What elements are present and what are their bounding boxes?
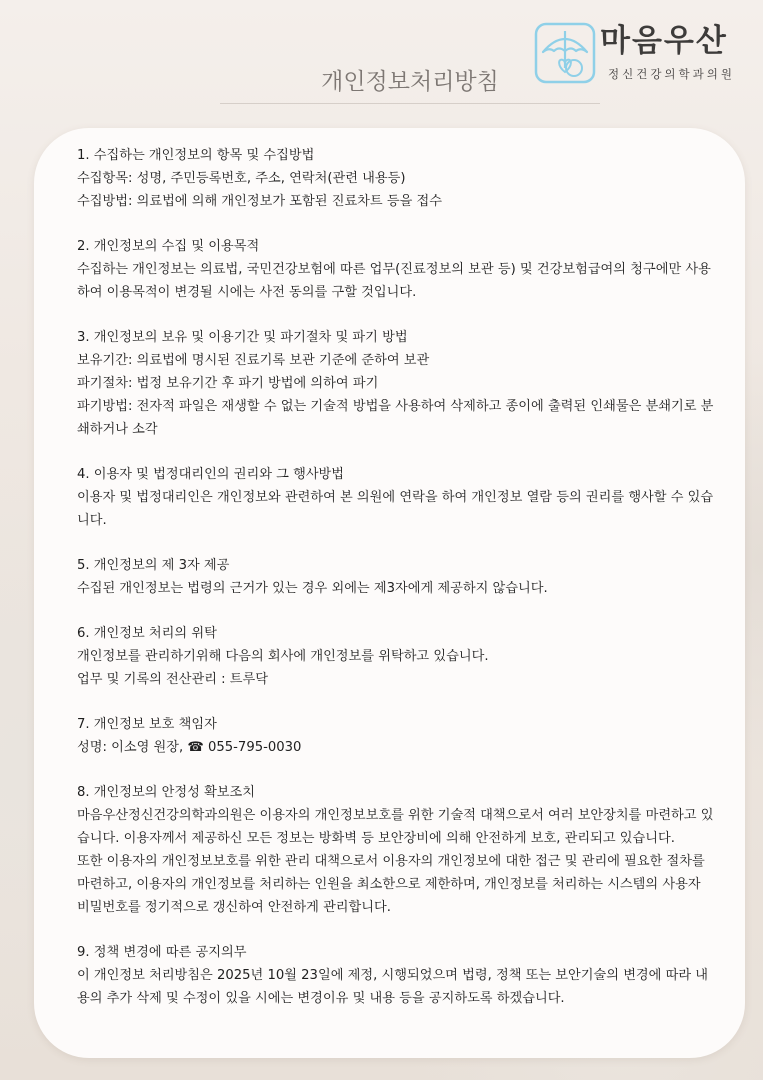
section-text: 이 개인정보 처리방침은 2025년 10월 23일에 제정, 시행되었으며 법령, 정책 또는 보안기술의 변경에 따라 내용의 추가 삭제 및 수정이 있을 시에는 변경이유 및 내용 등을 공지하도록 하겠습니다. bbox=[77, 968, 709, 1006]
section-text: 파기방법: 전자적 파일은 재생할 수 없는 기술적 방법을 사용하여 삭제하고 종이에 출력된 인쇄물은 분쇄기로 분쇄하거나 소각 bbox=[77, 399, 714, 437]
policy-section bbox=[77, 781, 717, 919]
policy-content bbox=[77, 144, 717, 1032]
section-heading: 8. 개인정보의 안정성 확보조치 bbox=[77, 785, 256, 800]
contact-text: 성명: 이소영 원장, ☎ 055-795-0030 bbox=[77, 740, 302, 755]
section-text: 수집방법: 의료법에 의해 개인정보가 포함된 진료차트 등을 접수 bbox=[77, 194, 443, 209]
policy-section bbox=[77, 713, 717, 759]
section-text: 파기절차: 법정 보유기간 후 파기 방법에 의하여 파기 bbox=[77, 376, 379, 391]
section-text: 보유기간: 의료법에 명시된 진료기록 보관 기준에 준하여 보관 bbox=[77, 353, 430, 368]
title-divider bbox=[220, 103, 600, 104]
page-title: 개인정보처리방침 bbox=[321, 69, 499, 95]
section-text: 수집항목: 성명, 주민등록번호, 주소, 연락처(관련 내용등) bbox=[77, 171, 406, 186]
policy-section bbox=[77, 622, 717, 691]
policy-section bbox=[77, 235, 717, 304]
brand-name: 마음우산 bbox=[600, 23, 728, 59]
policy-section bbox=[77, 941, 717, 1010]
section-text: 수집된 개인정보는 법령의 근거가 있는 경우 외에는 제3자에게 제공하지 않습니다. bbox=[77, 581, 548, 596]
section-heading: 6. 개인정보 처리의 위탁 bbox=[77, 626, 217, 641]
section-heading: 7. 개인정보 보호 책임자 bbox=[77, 717, 217, 732]
policy-section bbox=[77, 326, 717, 441]
section-heading: 2. 개인정보의 수집 및 이용목적 bbox=[77, 239, 260, 254]
section-heading: 3. 개인정보의 보유 및 이용기간 및 파기절차 및 파기 방법 bbox=[77, 330, 408, 345]
section-text: 업무 및 기록의 전산관리 : 트루닥 bbox=[77, 672, 269, 687]
section-text: 수집하는 개인정보는 의료법, 국민건강보험에 따른 업무(진료정보의 보관 등) 및 건강보험급여의 청구에만 사용하여 이용목적이 변경될 시에는 사전 동의를 구할 것입니다. bbox=[77, 262, 711, 300]
section-text: 또한 이용자의 개인정보보호를 위한 관리 대책으로서 이용자의 개인정보에 대한 접근 및 관리에 필요한 절차를 마련하고, 이용자의 개인정보를 처리하는 인원을 최소한으로 제한하며, 개인정보를 처리하는 시스템의 사용자 비밀번호를 정기적으로 갱신하여 안전하게 관리합니다. bbox=[77, 854, 705, 915]
section-text: 이용자 및 법정대리인은 개인정보와 관련하여 본 의원에 연락을 하여 개인정보 열람 등의 권리를 행사할 수 있습니다. bbox=[77, 490, 714, 528]
policy-section bbox=[77, 463, 717, 532]
section-heading: 4. 이용자 및 법정대리인의 권리와 그 행사방법 bbox=[77, 467, 345, 482]
section-text: 개인정보를 관리하기위해 다음의 회사에 개인정보를 위탁하고 있습니다. bbox=[77, 649, 489, 664]
policy-section bbox=[77, 144, 717, 213]
policy-section bbox=[77, 554, 717, 600]
section-text: 마음우산정신건강의학과의원은 이용자의 개인정보보호를 위한 기술적 대책으로서 여러 보안장치를 마련하고 있습니다. 이용자께서 제공하신 모든 정보는 방화벽 등 보안장비에 의해 안전하게 보호, 관리되고 있습니다. bbox=[77, 808, 714, 846]
brand-subtitle: 정신건강의학과의원 bbox=[608, 67, 735, 81]
section-heading: 5. 개인정보의 제 3자 제공 bbox=[77, 558, 230, 573]
section-heading: 1. 수집하는 개인정보의 항목 및 수집방법 bbox=[77, 148, 315, 163]
section-heading: 9. 정책 변경에 따른 공지의무 bbox=[77, 945, 247, 960]
